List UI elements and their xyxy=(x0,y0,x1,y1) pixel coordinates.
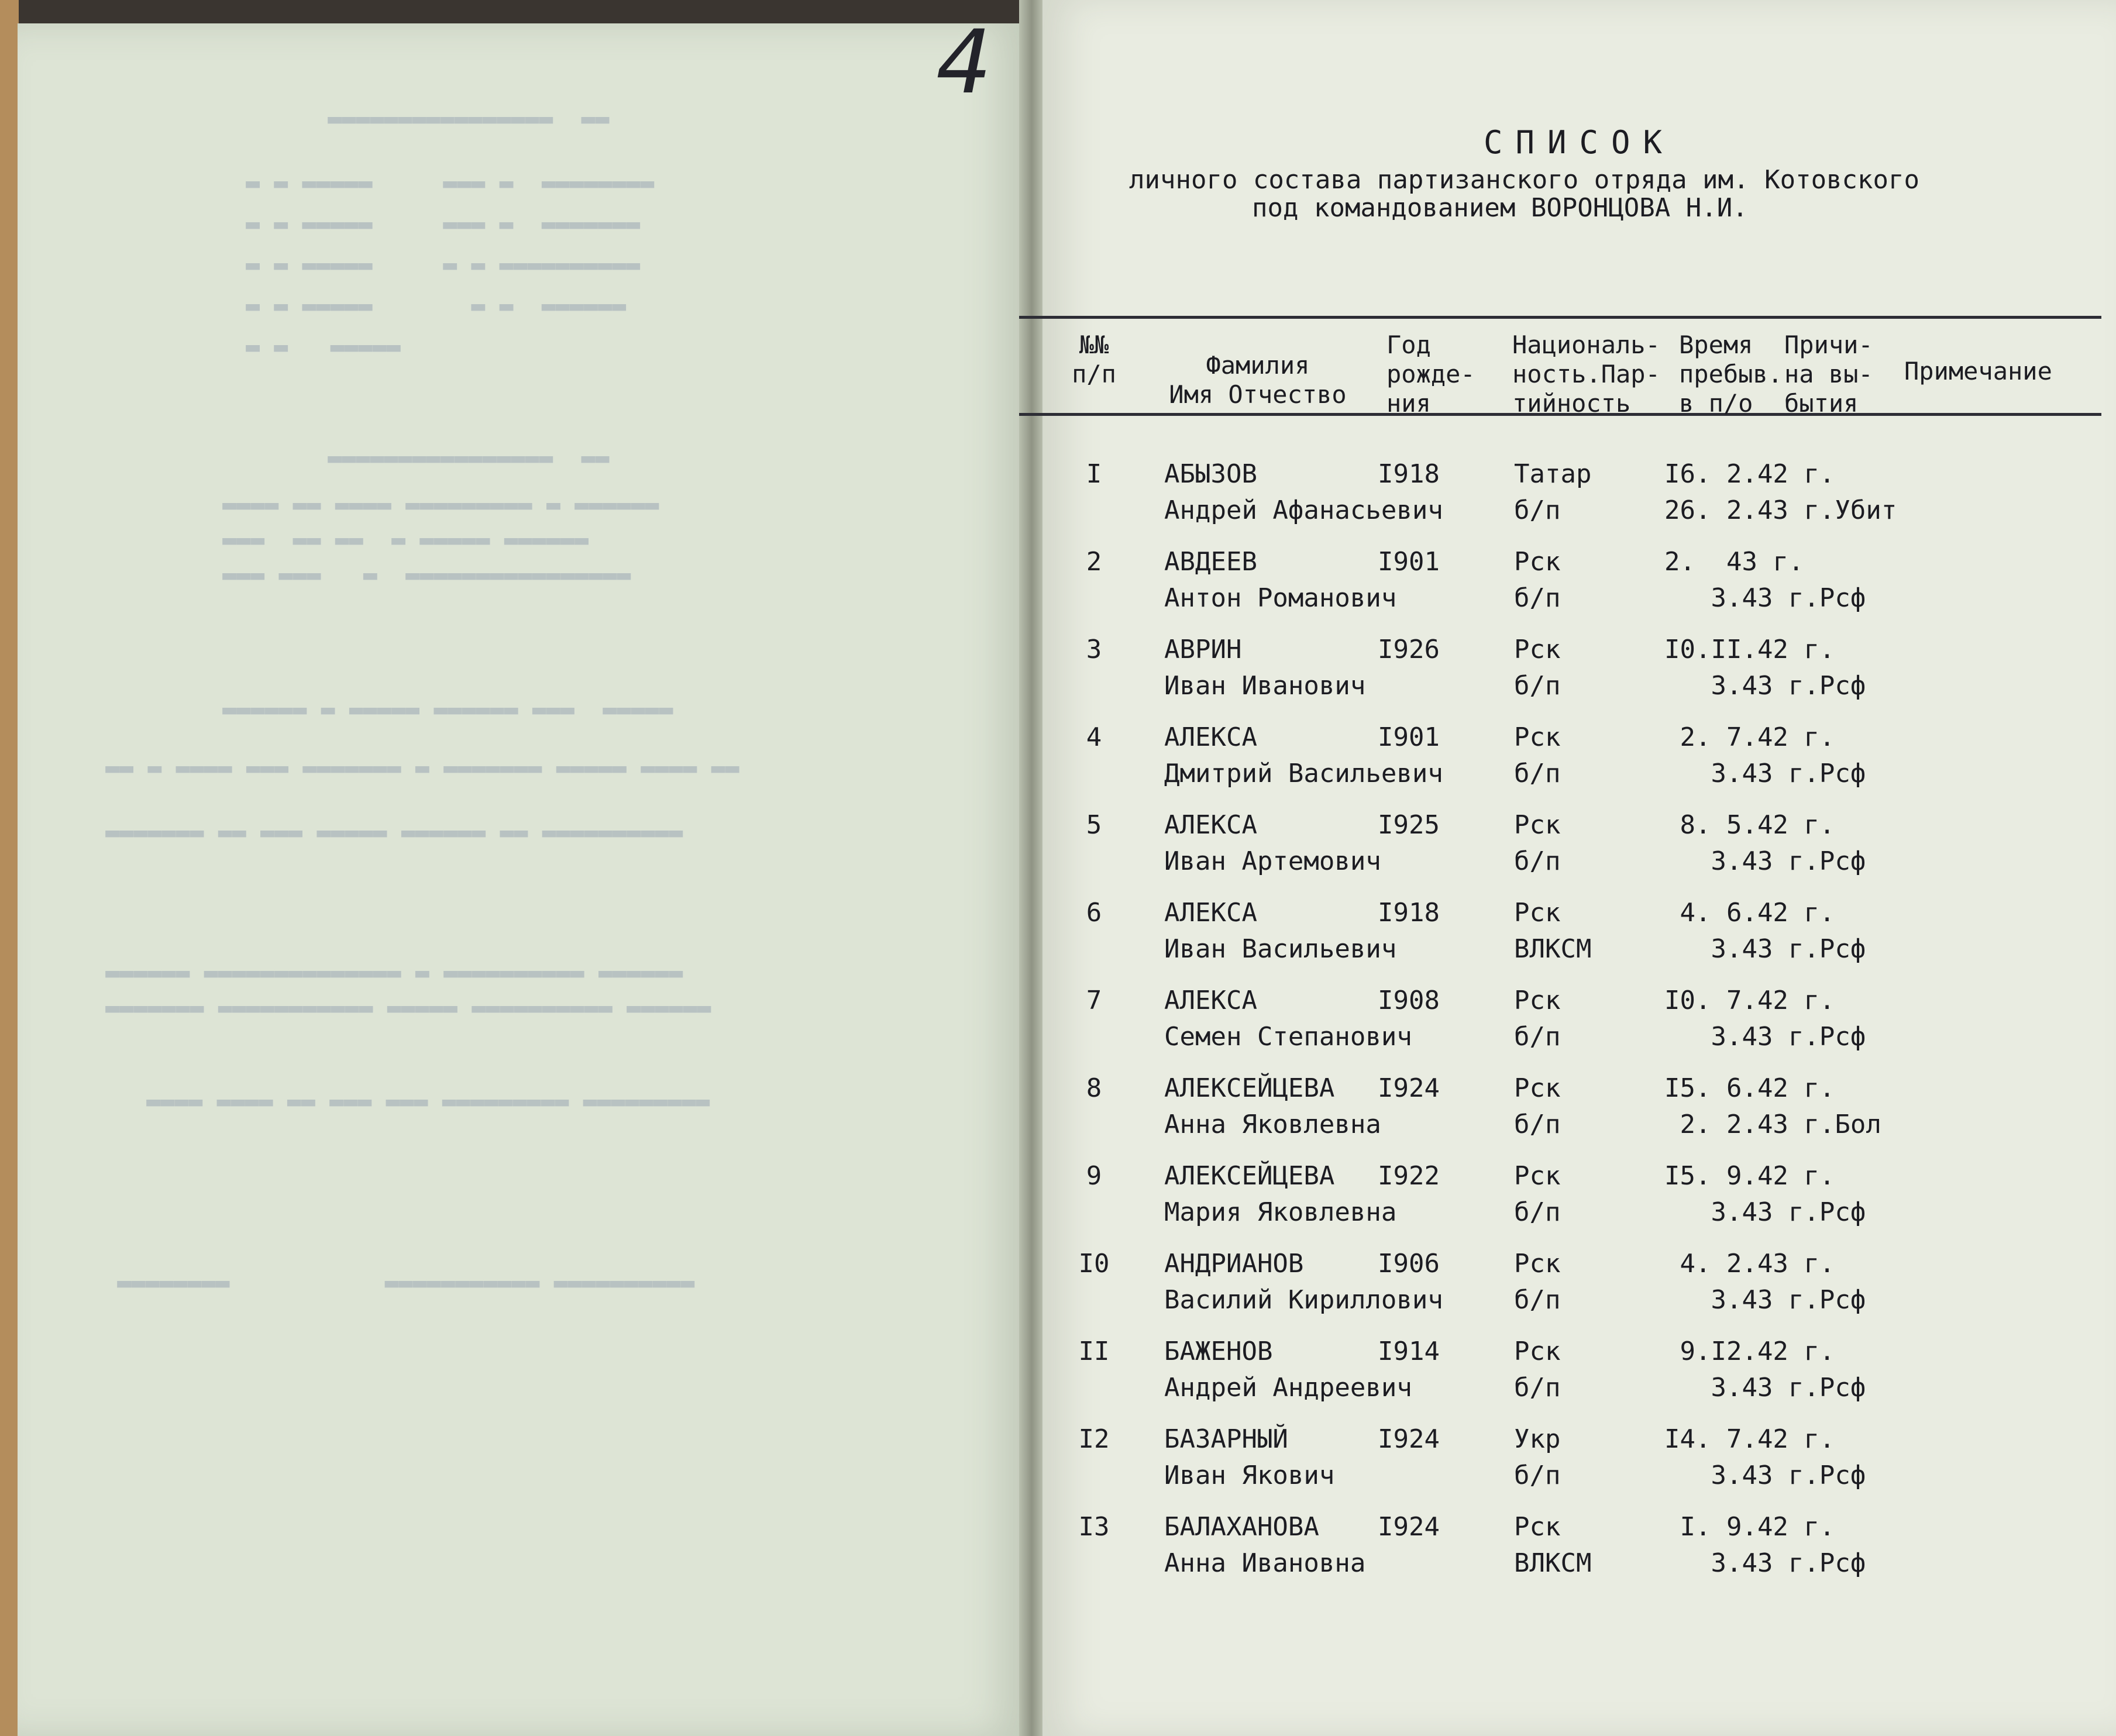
date-left-reason: 3.43 г.Рсф xyxy=(1664,671,1866,701)
surname: БАЛАХАНОВА xyxy=(1164,1512,1319,1542)
birth-year: I925 xyxy=(1378,810,1440,840)
date-left-reason: 3.43 г.Рсф xyxy=(1664,1022,1866,1052)
table-row xyxy=(0,807,2116,895)
row-number: I3 xyxy=(1078,1512,1110,1542)
date-joined: I5. 9.42 г. xyxy=(1664,1161,1835,1191)
given-names: Семен Степанович xyxy=(1164,1022,1412,1052)
show-through-texture: ▬▬▬▬▬▬▬▬▬▬ ▬ ▬ ▬▬▬▬▬ ▬ ▬ xyxy=(246,252,641,278)
row-number: 2 xyxy=(1086,547,1102,577)
party-status: б/п xyxy=(1514,1110,1561,1139)
date-left-reason: 3.43 г.Рсф xyxy=(1664,1548,1866,1578)
surname: АЛЕКСА xyxy=(1164,810,1257,840)
show-through-texture: ▬▬▬▬▬▬ ▬ ▬ ▬▬▬▬▬ ▬ ▬ xyxy=(246,292,627,319)
birth-year: I908 xyxy=(1378,986,1440,1015)
surname: АВРИН xyxy=(1164,635,1242,664)
party-status: б/п xyxy=(1514,1461,1561,1490)
given-names: Иван Якович xyxy=(1164,1461,1335,1490)
nationality: Рск xyxy=(1514,1512,1561,1542)
row-number: I2 xyxy=(1078,1424,1110,1454)
date-joined: I0. 7.42 г. xyxy=(1664,986,1835,1015)
given-names: Анна Ивановна xyxy=(1164,1548,1366,1578)
table-row xyxy=(0,1421,2116,1509)
row-number: 9 xyxy=(1086,1161,1102,1191)
birth-year: I901 xyxy=(1378,722,1440,752)
date-left-reason: 3.43 г.Рсф xyxy=(1664,1461,1866,1490)
nationality: Рск xyxy=(1514,1337,1561,1366)
table-row xyxy=(0,719,2116,807)
row-number: 7 xyxy=(1086,986,1102,1015)
table-row xyxy=(0,632,2116,719)
table-row xyxy=(0,544,2116,632)
date-joined: 9.I2.42 г. xyxy=(1664,1337,1835,1366)
date-left-reason: 3.43 г.Рсф xyxy=(1664,846,1866,876)
date-joined: I. 9.42 г. xyxy=(1664,1512,1835,1542)
nationality: Укр xyxy=(1514,1424,1561,1454)
header-reason: Причи- на вы- бытия xyxy=(1784,330,1873,418)
birth-year: I926 xyxy=(1378,635,1440,664)
show-through-texture: ▬▬▬▬▬▬ ▬▬▬▬▬▬▬▬▬▬ ▬▬▬▬▬ ▬▬▬▬▬▬▬▬▬▬▬ ▬▬▬▬▬▬▬ xyxy=(105,994,711,1021)
show-through-texture: ▬▬▬▬▬▬▬▬▬▬▬▬▬▬▬▬ ▬ ▬▬▬ ▬▬▬ xyxy=(222,562,631,588)
document-title: СПИСОК xyxy=(1483,124,1675,161)
document-subtitle-line1: личного состава партизанского отряда им. Котовского xyxy=(1129,165,1920,195)
table-row xyxy=(0,456,2116,544)
given-names: Василий Кириллович xyxy=(1164,1285,1443,1315)
nationality: Рск xyxy=(1514,547,1561,577)
date-left-reason: 26. 2.43 г.Убит xyxy=(1664,495,1897,525)
header-nationality-party: Националь- ность.Пар- тийность xyxy=(1512,330,1660,418)
surname: АЛЕКСЕЙЦЕВА xyxy=(1164,1161,1335,1191)
table-top-rule xyxy=(1019,316,2101,319)
table-row xyxy=(0,895,2116,983)
date-joined: I4. 7.42 г. xyxy=(1664,1424,1835,1454)
show-through-texture: ▬▬▬▬▬ ▬▬▬ ▬▬▬▬▬▬ ▬▬▬▬▬ ▬ ▬▬▬▬▬▬ xyxy=(222,696,673,723)
surname: БАЗАРНЫЙ xyxy=(1164,1424,1288,1454)
given-names: Мария Яковлевна xyxy=(1164,1197,1397,1227)
nationality: Рск xyxy=(1514,722,1561,752)
given-names: Иван Васильевич xyxy=(1164,934,1397,964)
date-joined: 2. 43 г. xyxy=(1664,547,1804,577)
birth-year: I906 xyxy=(1378,1249,1440,1279)
birth-year: I922 xyxy=(1378,1161,1440,1191)
party-status: б/п xyxy=(1514,495,1561,525)
show-through-texture: ▬▬▬▬▬▬▬▬▬▬ ▬▬ ▬▬▬▬▬▬ ▬▬▬▬▬ ▬▬▬ ▬▬ ▬▬▬▬▬▬▬ xyxy=(105,819,683,846)
birth-year: I914 xyxy=(1378,1337,1440,1366)
given-names: Дмитрий Васильевич xyxy=(1164,759,1443,788)
given-names: Антон Романович xyxy=(1164,583,1397,613)
surname: АЛЕКСЕЙЦЕВА xyxy=(1164,1073,1335,1103)
given-names: Андрей Андреевич xyxy=(1164,1373,1412,1403)
surname: АЛЕКСА xyxy=(1164,986,1257,1015)
birth-year: I924 xyxy=(1378,1073,1440,1103)
party-status: б/п xyxy=(1514,1022,1561,1052)
show-through-texture: ▬▬▬▬▬▬▬▬▬▬ ▬▬▬▬▬▬▬▬▬▬▬ ▬▬▬▬▬▬▬▬ xyxy=(117,1269,695,1296)
given-names: Иван Иванович xyxy=(1164,671,1366,701)
header-birth-year: Год рожде- ния xyxy=(1386,330,1475,418)
surname: АНДРИАНОВ xyxy=(1164,1249,1304,1279)
surname: АВДЕЕВ xyxy=(1164,547,1257,577)
table-row xyxy=(0,1246,2116,1334)
nationality: Рск xyxy=(1514,1073,1561,1103)
show-through-texture: ▬▬ ▬▬▬▬▬▬▬▬▬▬▬▬▬▬▬▬ xyxy=(328,445,610,471)
given-names: Иван Артемович xyxy=(1164,846,1381,876)
row-number: I xyxy=(1086,459,1102,489)
header-time-in-unit: Время пребыв. в п/о xyxy=(1679,330,1783,418)
nationality: Рск xyxy=(1514,1161,1561,1191)
header-name: Фамилия Имя Отчество xyxy=(1169,351,1347,409)
given-names: Андрей Афанасьевич xyxy=(1164,495,1443,525)
date-joined: 4. 6.42 г. xyxy=(1664,898,1835,928)
table-row xyxy=(0,1334,2116,1421)
row-number: I0 xyxy=(1078,1249,1110,1279)
folio-number: 4 xyxy=(936,12,992,113)
date-left-reason: 3.43 г.Рсф xyxy=(1664,934,1866,964)
nationality: Рск xyxy=(1514,986,1561,1015)
date-left-reason: 3.43 г.Рсф xyxy=(1664,583,1866,613)
surname: БАЖЕНОВ xyxy=(1164,1337,1273,1366)
birth-year: I924 xyxy=(1378,1424,1440,1454)
header-note: Примечание xyxy=(1904,357,2052,385)
header-number: №№ п/п xyxy=(1072,330,1116,388)
row-number: 6 xyxy=(1086,898,1102,928)
date-joined: I6. 2.42 г. xyxy=(1664,459,1835,489)
show-through-texture: ▬▬▬▬▬ ▬ ▬ xyxy=(246,333,401,360)
document-subtitle-line2: под командованием ВОРОНЦОВА Н.И. xyxy=(1252,193,1748,223)
show-through-texture: ▬▬▬▬▬▬ ▬▬▬▬▬▬▬▬▬▬ ▬ ▬▬▬▬▬▬▬▬▬▬▬▬▬▬ ▬▬▬▬▬▬ xyxy=(105,959,683,986)
nationality: Рск xyxy=(1514,1249,1561,1279)
date-joined: I5. 6.42 г. xyxy=(1664,1073,1835,1103)
table-row xyxy=(0,1509,2116,1597)
date-joined: 4. 2.43 г. xyxy=(1664,1249,1835,1279)
row-number: II xyxy=(1078,1337,1110,1366)
date-joined: 8. 5.42 г. xyxy=(1664,810,1835,840)
date-left-reason: 3.43 г.Рсф xyxy=(1664,1373,1866,1403)
given-names: Анна Яковлевна xyxy=(1164,1110,1381,1139)
party-status: б/п xyxy=(1514,671,1561,701)
date-joined: I0.II.42 г. xyxy=(1664,635,1835,664)
date-left-reason: 3.43 г.Рсф xyxy=(1664,759,1866,788)
date-left-reason: 2. 2.43 г.Бол xyxy=(1664,1110,1881,1139)
table-row xyxy=(0,983,2116,1070)
show-through-texture: ▬▬ ▬▬▬▬ ▬▬▬▬▬ ▬▬▬▬▬▬▬ ▬ ▬▬▬▬▬▬▬ ▬▬▬ ▬▬▬▬ ▬ ▬▬ xyxy=(105,755,739,781)
table-row xyxy=(0,1070,2116,1158)
party-status: б/п xyxy=(1514,1373,1561,1403)
party-status: б/п xyxy=(1514,846,1561,876)
date-joined: 2. 7.42 г. xyxy=(1664,722,1835,752)
birth-year: I918 xyxy=(1378,459,1440,489)
row-number: 8 xyxy=(1086,1073,1102,1103)
birth-year: I924 xyxy=(1378,1512,1440,1542)
birth-year: I901 xyxy=(1378,547,1440,577)
nationality: Татар xyxy=(1514,459,1592,489)
nationality: Рск xyxy=(1514,635,1561,664)
party-status: б/п xyxy=(1514,1285,1561,1315)
row-number: 5 xyxy=(1086,810,1102,840)
surname: АБЫЗОВ xyxy=(1164,459,1257,489)
date-left-reason: 3.43 г.Рсф xyxy=(1664,1285,1866,1315)
nationality: Рск xyxy=(1514,810,1561,840)
party-status: б/п xyxy=(1514,759,1561,788)
party-status: б/п xyxy=(1514,1197,1561,1227)
surname: АЛЕКСА xyxy=(1164,722,1257,752)
nationality: Рск xyxy=(1514,898,1561,928)
show-through-texture: ▬▬▬▬▬▬▬ ▬ ▬▬▬ ▬▬▬▬▬ ▬ ▬ xyxy=(246,211,641,237)
show-through-texture: ▬▬▬▬▬▬ ▬ ▬▬▬▬▬▬▬▬▬ ▬▬▬▬ ▬▬ ▬▬▬▬ xyxy=(222,491,659,518)
party-status: ВЛКСМ xyxy=(1514,1548,1592,1578)
row-number: 3 xyxy=(1086,635,1102,664)
surname: АЛЕКСА xyxy=(1164,898,1257,928)
table-row xyxy=(0,1158,2116,1246)
party-status: б/п xyxy=(1514,583,1561,613)
row-number: 4 xyxy=(1086,722,1102,752)
show-through-texture: ▬▬▬▬▬▬ ▬▬▬▬▬ ▬ ▬▬ ▬▬ ▬▬▬ xyxy=(222,526,589,553)
show-through-texture: ▬▬ ▬▬▬▬▬▬▬▬▬▬▬▬▬▬▬▬ xyxy=(328,105,610,132)
show-through-texture: ▬▬▬▬▬▬▬▬▬ ▬▬▬▬▬▬▬▬▬ ▬▬▬ ▬▬▬ ▬▬ ▬▬▬▬ ▬▬▬▬ xyxy=(146,1088,710,1115)
date-left-reason: 3.43 г.Рсф xyxy=(1664,1197,1866,1227)
show-through-texture: ▬▬▬▬▬▬▬▬ ▬ ▬▬▬ ▬▬▬▬▬ ▬ ▬ xyxy=(246,170,655,197)
party-status: ВЛКСМ xyxy=(1514,934,1592,964)
birth-year: I918 xyxy=(1378,898,1440,928)
